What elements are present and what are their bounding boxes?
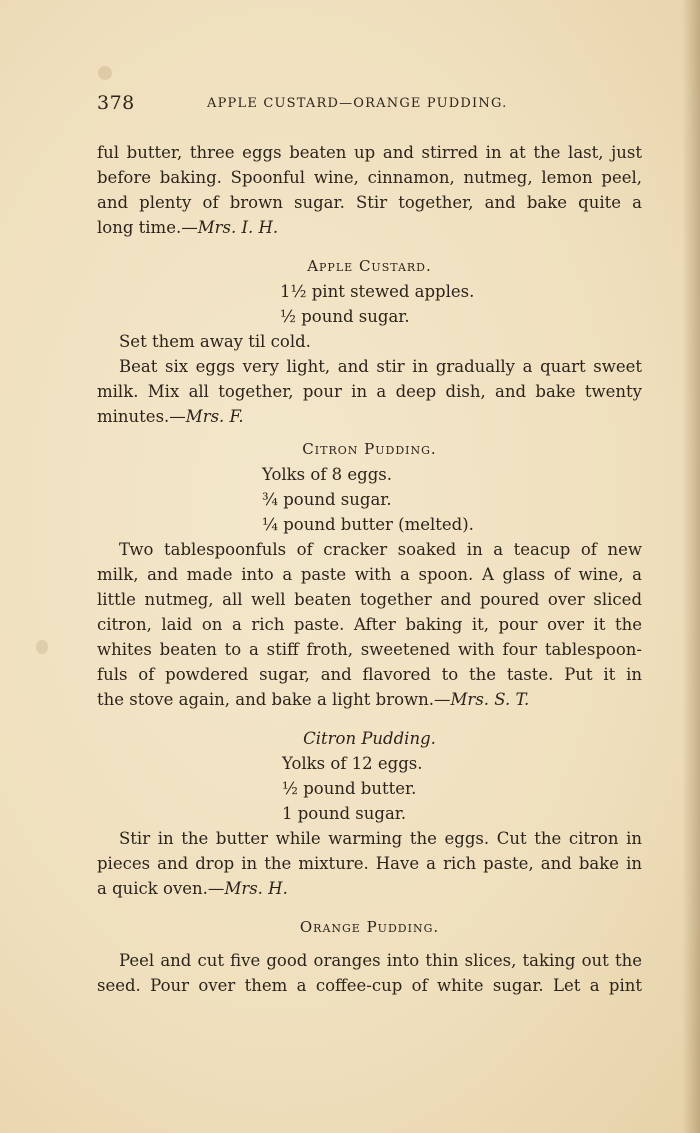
page-gutter-shadow (682, 0, 700, 1133)
recipe-author: Mrs. H. (224, 879, 288, 898)
ingredient-line: ½ pound sugar. (280, 307, 410, 326)
recipe-title: Citron Pudding. (302, 440, 437, 458)
ingredient-line: ¼ pound butter (melted). (262, 515, 474, 534)
text-line: pieces and drop in the mixture. Have a rich paste, and bake in (97, 854, 642, 873)
text-line: Stir in the butter while warming the eggs. Cut the citron in (119, 829, 642, 848)
page-body (97, 140, 642, 998)
text-line: ful butter, three eggs beaten up and stirred in at the last, just (97, 143, 642, 162)
text-line: and plenty of brown sugar. Stir together, and bake quite a (97, 193, 642, 212)
recipe-title: Orange Pudding. (299, 918, 440, 936)
text-line: milk, and made into a paste with a spoon. A glass of wine, a (97, 565, 642, 584)
text-line: seed. Pour over them a coffee-cup of white sugar. Let a pint (97, 976, 642, 995)
text-line: milk. Mix all together, pour in a deep dish, and bake twenty (97, 382, 642, 401)
text-fragment: the stove again, and bake a light brown.— (97, 690, 451, 709)
recipe-author: Mrs. F. (185, 407, 244, 426)
ingredient-line: ½ pound butter. (282, 779, 417, 798)
ingredient-line: 1 pound sugar. (282, 804, 407, 823)
text-line: Two tablespoonfuls of cracker soaked in a teacup of new (119, 540, 642, 559)
page-header (97, 92, 642, 116)
text-line: Peel and cut five good oranges into thin slices, taking out the (119, 951, 642, 970)
text-line-last (97, 876, 642, 901)
recipe-author: Mrs. S. T. (450, 690, 530, 709)
text-line-last (97, 687, 642, 712)
running-head: APPLE CUSTARD—ORANGE PUDDING. (207, 96, 508, 111)
paper-stain (98, 66, 112, 80)
text-fragment: a quick oven.— (97, 879, 225, 898)
page-number: 378 (97, 92, 135, 114)
text-line: Beat six eggs very light, and stir in gradually a quart sweet (119, 357, 642, 376)
recipe-title: Citron Pudding. (303, 729, 436, 748)
ingredient-line: ¾ pound sugar. (262, 490, 392, 509)
ingredient-line: 1½ pint stewed apples. (280, 282, 475, 301)
ingredient-line: Yolks of 8 eggs. (262, 465, 393, 484)
text-line: fuls of powdered sugar, and flavored to the taste. Put it in (97, 665, 642, 684)
ingredient-line: Yolks of 12 eggs. (282, 754, 423, 773)
recipe-author: Mrs. I. H. (197, 218, 279, 237)
text-line-last (97, 215, 642, 240)
text-line: whites beaten to a stiff froth, sweetened with four tablespoon- (97, 640, 642, 659)
text-line: citron, laid on a rich paste. After baking it, pour over it the (97, 615, 642, 634)
text-line: little nutmeg, all well beaten together and poured over sliced (97, 590, 642, 609)
text-fragment: long time.— (97, 218, 198, 237)
text-fragment: minutes.— (97, 407, 186, 426)
text-line: before baking. Spoonful wine, cinnamon, nutmeg, lemon peel, (97, 168, 642, 187)
text-line: Set them away til cold. (119, 332, 311, 351)
text-line-last (97, 404, 642, 429)
recipe-title: Apple Custard. (307, 257, 432, 275)
paper-stain (36, 640, 48, 654)
